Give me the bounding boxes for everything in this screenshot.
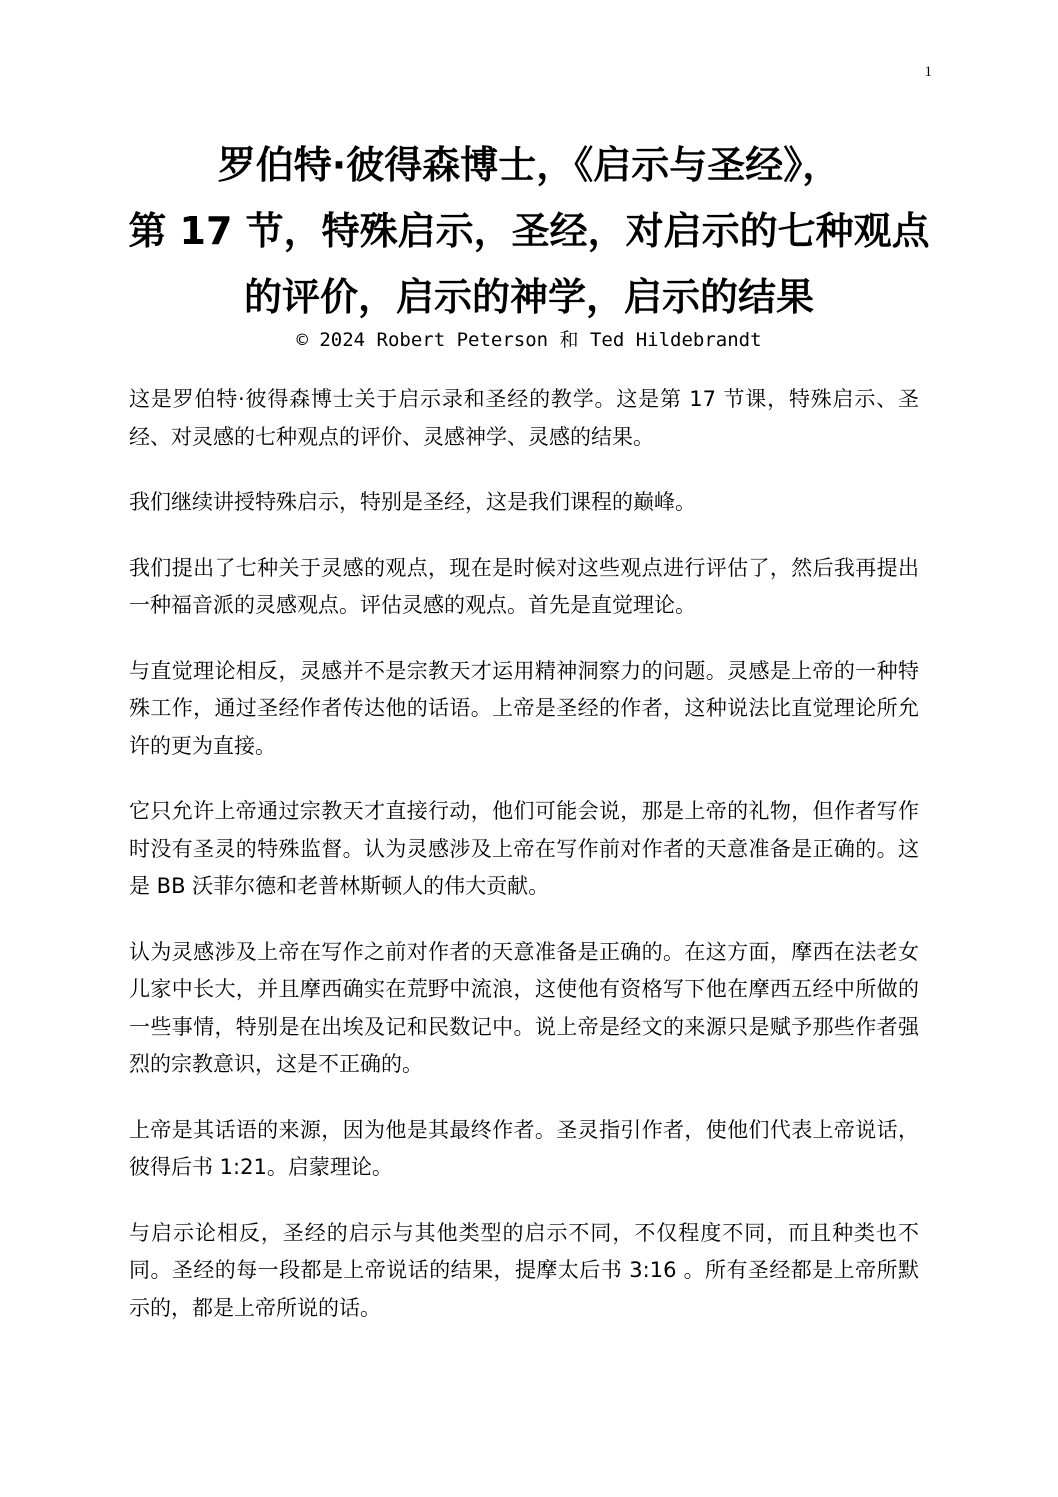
copyright-line: © 2024 Robert Peterson 和 Ted Hildebrandt (296, 329, 762, 351)
paragraph: 与启示论相反，圣经的启示与其他类型的启示不同，不仅程度不同，而且种类也不同。圣经的每一段都是上帝说话的结果，提摩太后书 3:16 。所有圣经都是上帝所默示的，都是上帝所说的话。 (129, 1220, 919, 1320)
paragraph: 它只允许上帝通过宗教天才直接行动，他们可能会说，那是上帝的礼物，但作者写作时没有圣灵的特殊监督。认为灵感涉及上帝在写作前对作者的天意准备是正确的。这是 BB 沃菲尔德和老普林斯顿人的伟大贡献。 (129, 799, 919, 898)
page-number: 1 (924, 64, 932, 80)
document-body (129, 381, 919, 1355)
title-line-3: 的评价，启示的神学，启示的结果 (243, 275, 814, 319)
paragraph: 上帝是其话语的来源，因为他是其最终作者。圣灵指引作者，使他们代表上帝说话，彼得后书 1:21。启蒙理论。 (129, 1117, 919, 1179)
title-line-2: 第 17 节，特殊启示，圣经，对启示的七种观点 (128, 209, 930, 253)
title-line-1: 罗伯特·彼得森博士，《启示与圣经》， (217, 143, 841, 187)
paragraph: 我们继续讲授特殊启示，特别是圣经，这是我们课程的巅峰。 (129, 490, 696, 514)
paragraph: 这是罗伯特·彼得森博士关于启示录和圣经的教学。这是第 17 节课，特殊启示、圣经、对灵感的七种观点的评价、灵感神学、灵感的结果。 (129, 387, 919, 449)
document-title (110, 132, 948, 330)
paragraph: 与直觉理论相反，灵感并不是宗教天才运用精神洞察力的问题。灵感是上帝的一种特殊工作，通过圣经作者传达他的话语。上帝是圣经的作者，这种说法比直觉理论所允许的更为直接。 (129, 658, 919, 758)
paragraph: 我们提出了七种关于灵感的观点，现在是时候对这些观点进行评估了，然后我再提出一种福音派的灵感观点。评估灵感的观点。首先是直觉理论。 (129, 555, 919, 617)
paragraph: 认为灵感涉及上帝在写作之前对作者的天意准备是正确的。在这方面，摩西在法老女儿家中长大，并且摩西确实在荒野中流浪，这使他有资格写下他在摩西五经中所做的一些事情，特别是在出埃及记和民数记中。说上帝是经文的来源只是赋予那些作者强烈的宗教意识，这是不正确的。 (129, 939, 919, 1076)
